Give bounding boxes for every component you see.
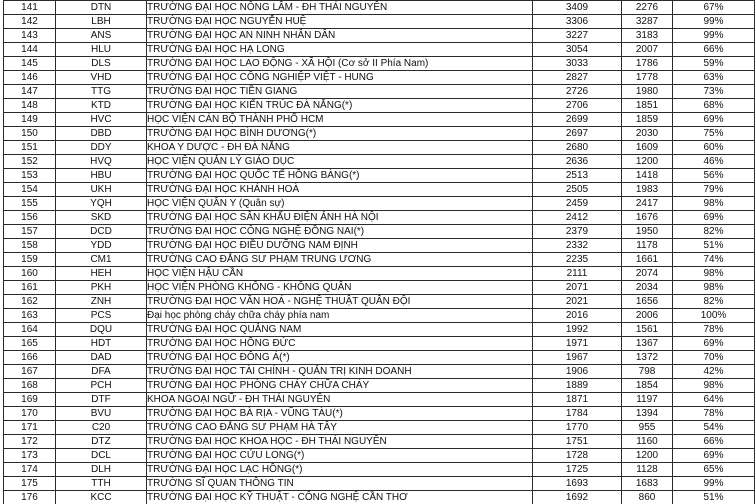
percent-cell: 69% (673, 449, 755, 463)
value-2-cell: 1160 (622, 435, 673, 449)
row-number-cell: 168 (4, 379, 56, 393)
school-code-cell: PCS (56, 309, 147, 323)
school-name-cell: TRƯỜNG CAO ĐẲNG SƯ PHẠM HÀ TÂY (147, 421, 533, 435)
table-row (4, 435, 755, 449)
row-number-cell: 170 (4, 407, 56, 421)
percent-cell: 74% (673, 253, 755, 267)
row-number-cell: 157 (4, 225, 56, 239)
school-code-cell: ZNH (56, 295, 147, 309)
school-name-cell: TRƯỜNG ĐẠI HỌC BÌNH DƯƠNG(*) (147, 127, 533, 141)
school-name-cell: TRƯỜNG ĐẠI HỌC CÔNG NGHỆ ĐỒNG NAI(*) (147, 225, 533, 239)
value-2-cell: 1561 (622, 323, 673, 337)
value-2-cell: 2074 (622, 267, 673, 281)
value-2-cell: 955 (622, 421, 673, 435)
school-code-cell: DBD (56, 127, 147, 141)
school-code-cell: DCL (56, 449, 147, 463)
value-1-cell: 3033 (533, 57, 622, 71)
school-code-cell: HLU (56, 43, 147, 57)
row-number-cell: 154 (4, 183, 56, 197)
school-code-cell: HVQ (56, 155, 147, 169)
table-row (4, 239, 755, 253)
school-code-cell: DFA (56, 365, 147, 379)
school-name-cell: TRƯỜNG ĐẠI HỌC BÀ RỊA - VŨNG TÀU(*) (147, 407, 533, 421)
value-2-cell: 2417 (622, 197, 673, 211)
value-1-cell: 1728 (533, 449, 622, 463)
school-name-cell: TRƯỜNG ĐẠI HỌC ĐÔNG Á(*) (147, 351, 533, 365)
school-code-cell: HDT (56, 337, 147, 351)
row-number-cell: 160 (4, 267, 56, 281)
percent-cell: 75% (673, 127, 755, 141)
value-1-cell: 3054 (533, 43, 622, 57)
school-name-cell: TRƯỜNG ĐẠI HỌC KỸ THUẬT - CÔNG NGHỆ CẦN THƠ (147, 491, 533, 504)
percent-cell: 66% (673, 43, 755, 57)
row-number-cell: 150 (4, 127, 56, 141)
school-name-cell: TRƯỜNG ĐẠI HỌC ĐIỀU DƯỠNG NAM ĐỊNH (147, 239, 533, 253)
school-code-cell: DTF (56, 393, 147, 407)
school-code-cell: KCC (56, 491, 147, 504)
value-2-cell: 1418 (622, 169, 673, 183)
value-1-cell: 2459 (533, 197, 622, 211)
school-name-cell: Đại học phòng cháy chữa cháy phía nam (147, 309, 533, 323)
percent-cell: 42% (673, 365, 755, 379)
value-2-cell: 2006 (622, 309, 673, 323)
school-name-cell: TRƯỜNG ĐẠI HỌC HẠ LONG (147, 43, 533, 57)
percent-cell: 69% (673, 337, 755, 351)
row-number-cell: 144 (4, 43, 56, 57)
value-2-cell: 1786 (622, 57, 673, 71)
school-name-cell: KHOA NGOẠI NGỮ - ĐH THÁI NGUYÊN (147, 393, 533, 407)
percent-cell: 63% (673, 71, 755, 85)
percent-cell: 78% (673, 407, 755, 421)
school-name-cell: HỌC VIỆN CÁN BỘ THÀNH PHỐ HCM (147, 113, 533, 127)
value-1-cell: 2726 (533, 85, 622, 99)
value-1-cell: 1971 (533, 337, 622, 351)
school-code-cell: BVU (56, 407, 147, 421)
value-1-cell: 1725 (533, 463, 622, 477)
row-number-cell: 155 (4, 197, 56, 211)
school-name-cell: TRƯỜNG ĐẠI HỌC NGUYỄN HUỆ (147, 15, 533, 29)
value-2-cell: 1851 (622, 99, 673, 113)
value-1-cell: 2706 (533, 99, 622, 113)
value-1-cell: 1967 (533, 351, 622, 365)
table-row (4, 449, 755, 463)
percent-cell: 82% (673, 225, 755, 239)
school-code-cell: DLS (56, 57, 147, 71)
table-row (4, 169, 755, 183)
table-row (4, 99, 755, 113)
table-row (4, 85, 755, 99)
percent-cell: 82% (673, 295, 755, 309)
school-code-cell: DTZ (56, 435, 147, 449)
school-code-cell: DCD (56, 225, 147, 239)
row-number-cell: 165 (4, 337, 56, 351)
value-1-cell: 1692 (533, 491, 622, 504)
school-code-cell: DTN (56, 1, 147, 15)
value-2-cell: 1609 (622, 141, 673, 155)
row-number-cell: 149 (4, 113, 56, 127)
row-number-cell: 176 (4, 491, 56, 504)
table-row (4, 393, 755, 407)
value-1-cell: 2680 (533, 141, 622, 155)
table-row (4, 43, 755, 57)
row-number-cell: 151 (4, 141, 56, 155)
value-1-cell: 3227 (533, 29, 622, 43)
table-row (4, 225, 755, 239)
row-number-cell: 166 (4, 351, 56, 365)
table-row (4, 281, 755, 295)
value-2-cell: 1983 (622, 183, 673, 197)
table-row (4, 155, 755, 169)
percent-cell: 67% (673, 1, 755, 15)
table-row (4, 183, 755, 197)
school-code-cell: DAD (56, 351, 147, 365)
school-code-cell: KTD (56, 99, 147, 113)
percent-cell: 54% (673, 421, 755, 435)
universities-table (3, 0, 755, 504)
value-2-cell: 1128 (622, 463, 673, 477)
table-row (4, 127, 755, 141)
value-2-cell: 1367 (622, 337, 673, 351)
value-1-cell: 1770 (533, 421, 622, 435)
table-row (4, 309, 755, 323)
value-1-cell: 3306 (533, 15, 622, 29)
percent-cell: 64% (673, 393, 755, 407)
value-1-cell: 1784 (533, 407, 622, 421)
school-code-cell: HBU (56, 169, 147, 183)
table-body (4, 1, 755, 504)
school-name-cell: HỌC VIỆN QUẢN LÝ GIÁO DỤC (147, 155, 533, 169)
value-2-cell: 1197 (622, 393, 673, 407)
percent-cell: 68% (673, 99, 755, 113)
percent-cell: 65% (673, 463, 755, 477)
row-number-cell: 169 (4, 393, 56, 407)
value-1-cell: 1751 (533, 435, 622, 449)
row-number-cell: 164 (4, 323, 56, 337)
value-2-cell: 1854 (622, 379, 673, 393)
value-2-cell: 1859 (622, 113, 673, 127)
school-name-cell: TRƯỜNG ĐẠI HỌC TIỀN GIANG (147, 85, 533, 99)
row-number-cell: 174 (4, 463, 56, 477)
school-name-cell: TRƯỜNG ĐẠI HỌC KHOA HỌC - ĐH THÁI NGUYÊN (147, 435, 533, 449)
school-code-cell: LBH (56, 15, 147, 29)
value-2-cell: 798 (622, 365, 673, 379)
school-code-cell: UKH (56, 183, 147, 197)
value-1-cell: 2021 (533, 295, 622, 309)
value-2-cell: 1661 (622, 253, 673, 267)
school-code-cell: PKH (56, 281, 147, 295)
percent-cell: 69% (673, 211, 755, 225)
value-2-cell: 3183 (622, 29, 673, 43)
table-row (4, 421, 755, 435)
row-number-cell: 171 (4, 421, 56, 435)
percent-cell: 46% (673, 155, 755, 169)
value-1-cell: 2636 (533, 155, 622, 169)
value-2-cell: 2276 (622, 1, 673, 15)
school-name-cell: TRƯỜNG SĨ QUAN THÔNG TIN (147, 477, 533, 491)
value-1-cell: 2379 (533, 225, 622, 239)
school-code-cell: DDY (56, 141, 147, 155)
school-name-cell: TRƯỜNG CAO ĐẲNG SƯ PHẠM TRUNG ƯƠNG (147, 253, 533, 267)
value-2-cell: 1676 (622, 211, 673, 225)
value-2-cell: 1683 (622, 477, 673, 491)
table-row (4, 141, 755, 155)
table-row (4, 407, 755, 421)
table-row (4, 365, 755, 379)
school-code-cell: CM1 (56, 253, 147, 267)
value-1-cell: 2332 (533, 239, 622, 253)
row-number-cell: 148 (4, 99, 56, 113)
row-number-cell: 156 (4, 211, 56, 225)
row-number-cell: 172 (4, 435, 56, 449)
value-2-cell: 2007 (622, 43, 673, 57)
percent-cell: 69% (673, 113, 755, 127)
table-row (4, 323, 755, 337)
school-name-cell: HỌC VIỆN HẬU CẦN (147, 267, 533, 281)
percent-cell: 99% (673, 477, 755, 491)
row-number-cell: 167 (4, 365, 56, 379)
row-number-cell: 145 (4, 57, 56, 71)
table-row (4, 211, 755, 225)
value-2-cell: 1656 (622, 295, 673, 309)
value-1-cell: 1992 (533, 323, 622, 337)
percent-cell: 51% (673, 239, 755, 253)
value-2-cell: 3287 (622, 15, 673, 29)
percent-cell: 73% (673, 85, 755, 99)
school-name-cell: TRƯỜNG ĐẠI HỌC PHÒNG CHÁY CHỮA CHÁY (147, 379, 533, 393)
percent-cell: 79% (673, 183, 755, 197)
school-code-cell: HVC (56, 113, 147, 127)
school-name-cell: TRƯỜNG ĐẠI HỌC KHÁNH HOÀ (147, 183, 533, 197)
school-code-cell: VHD (56, 71, 147, 85)
table-row (4, 351, 755, 365)
value-1-cell: 3409 (533, 1, 622, 15)
school-code-cell: HEH (56, 267, 147, 281)
value-1-cell: 2111 (533, 267, 622, 281)
school-name-cell: TRƯỜNG ĐẠI HỌC CÔNG NGHIỆP VIỆT - HUNG (147, 71, 533, 85)
row-number-cell: 152 (4, 155, 56, 169)
table-row (4, 267, 755, 281)
row-number-cell: 162 (4, 295, 56, 309)
table-row (4, 337, 755, 351)
school-code-cell: DLH (56, 463, 147, 477)
school-name-cell: TRƯỜNG ĐẠI HỌC HỒNG ĐỨC (147, 337, 533, 351)
row-number-cell: 161 (4, 281, 56, 295)
value-1-cell: 2505 (533, 183, 622, 197)
value-1-cell: 1871 (533, 393, 622, 407)
school-name-cell: HỌC VIỆN PHÒNG KHÔNG - KHÔNG QUÂN (147, 281, 533, 295)
table-row (4, 71, 755, 85)
value-2-cell: 2034 (622, 281, 673, 295)
table-row (4, 379, 755, 393)
percent-cell: 99% (673, 29, 755, 43)
table-row (4, 253, 755, 267)
school-name-cell: HỌC VIỆN QUÂN Y (Quân sự) (147, 197, 533, 211)
school-name-cell: TRƯỜNG ĐẠI HỌC AN NINH NHÂN DÂN (147, 29, 533, 43)
school-name-cell: TRƯỜNG ĐẠI HỌC QUỐC TẾ HỒNG BÀNG(*) (147, 169, 533, 183)
value-2-cell: 1200 (622, 155, 673, 169)
row-number-cell: 141 (4, 1, 56, 15)
table-row (4, 15, 755, 29)
school-name-cell: TRƯỜNG ĐẠI HỌC SÂN KHẤU ĐIỆN ẢNH HÀ NỘI (147, 211, 533, 225)
school-name-cell: TRƯỜNG ĐẠI HỌC NÔNG LÂM - ĐH THÁI NGUYÊN (147, 1, 533, 15)
value-1-cell: 2016 (533, 309, 622, 323)
school-name-cell: TRƯỜNG ĐẠI HỌC KIẾN TRÚC ĐÀ NẴNG(*) (147, 99, 533, 113)
value-2-cell: 1950 (622, 225, 673, 239)
percent-cell: 51% (673, 491, 755, 504)
school-code-cell: TTG (56, 85, 147, 99)
table-row (4, 477, 755, 491)
value-2-cell: 1200 (622, 449, 673, 463)
value-1-cell: 1889 (533, 379, 622, 393)
table-row (4, 463, 755, 477)
table-row (4, 113, 755, 127)
value-1-cell: 1906 (533, 365, 622, 379)
percent-cell: 99% (673, 15, 755, 29)
row-number-cell: 159 (4, 253, 56, 267)
percent-cell: 59% (673, 57, 755, 71)
school-code-cell: DQU (56, 323, 147, 337)
table-row (4, 29, 755, 43)
table-row (4, 1, 755, 15)
percent-cell: 70% (673, 351, 755, 365)
value-1-cell: 2699 (533, 113, 622, 127)
percent-cell: 98% (673, 379, 755, 393)
value-2-cell: 860 (622, 491, 673, 504)
percent-cell: 98% (673, 267, 755, 281)
value-1-cell: 2412 (533, 211, 622, 225)
percent-cell: 98% (673, 281, 755, 295)
percent-cell: 100% (673, 309, 755, 323)
table-row (4, 295, 755, 309)
school-name-cell: KHOA Y DƯỢC - ĐH ĐÀ NẴNG (147, 141, 533, 155)
school-name-cell: TRƯỜNG ĐẠI HỌC QUẢNG NAM (147, 323, 533, 337)
row-number-cell: 163 (4, 309, 56, 323)
school-name-cell: TRƯỜNG ĐẠI HỌC TÀI CHÍNH - QUẢN TRỊ KINH DOANH (147, 365, 533, 379)
value-2-cell: 1980 (622, 85, 673, 99)
school-name-cell: TRƯỜNG ĐẠI HỌC CỬU LONG(*) (147, 449, 533, 463)
value-1-cell: 2827 (533, 71, 622, 85)
school-code-cell: ANS (56, 29, 147, 43)
school-code-cell: PCH (56, 379, 147, 393)
row-number-cell: 158 (4, 239, 56, 253)
value-2-cell: 1178 (622, 239, 673, 253)
percent-cell: 98% (673, 197, 755, 211)
school-name-cell: TRƯỜNG ĐẠI HỌC LAO ĐỘNG - XÃ HỘI (Cơ sở II Phía Nam) (147, 57, 533, 71)
value-1-cell: 2697 (533, 127, 622, 141)
school-code-cell: TTH (56, 477, 147, 491)
percent-cell: 60% (673, 141, 755, 155)
value-1-cell: 2071 (533, 281, 622, 295)
value-1-cell: 2513 (533, 169, 622, 183)
row-number-cell: 175 (4, 477, 56, 491)
value-1-cell: 1693 (533, 477, 622, 491)
table-row (4, 57, 755, 71)
school-code-cell: YQH (56, 197, 147, 211)
value-2-cell: 1394 (622, 407, 673, 421)
row-number-cell: 146 (4, 71, 56, 85)
school-code-cell: YDD (56, 239, 147, 253)
row-number-cell: 142 (4, 15, 56, 29)
value-2-cell: 2030 (622, 127, 673, 141)
row-number-cell: 143 (4, 29, 56, 43)
value-1-cell: 2235 (533, 253, 622, 267)
school-name-cell: TRƯỜNG ĐẠI HỌC VĂN HOÁ - NGHỆ THUẬT QUÂN ĐỘI (147, 295, 533, 309)
row-number-cell: 153 (4, 169, 56, 183)
school-name-cell: TRƯỜNG ĐẠI HỌC LẠC HỒNG(*) (147, 463, 533, 477)
percent-cell: 78% (673, 323, 755, 337)
table-row (4, 491, 755, 504)
school-code-cell: C20 (56, 421, 147, 435)
table-row (4, 197, 755, 211)
row-number-cell: 173 (4, 449, 56, 463)
value-2-cell: 1372 (622, 351, 673, 365)
value-2-cell: 1778 (622, 71, 673, 85)
row-number-cell: 147 (4, 85, 56, 99)
school-code-cell: SKD (56, 211, 147, 225)
percent-cell: 56% (673, 169, 755, 183)
percent-cell: 66% (673, 435, 755, 449)
